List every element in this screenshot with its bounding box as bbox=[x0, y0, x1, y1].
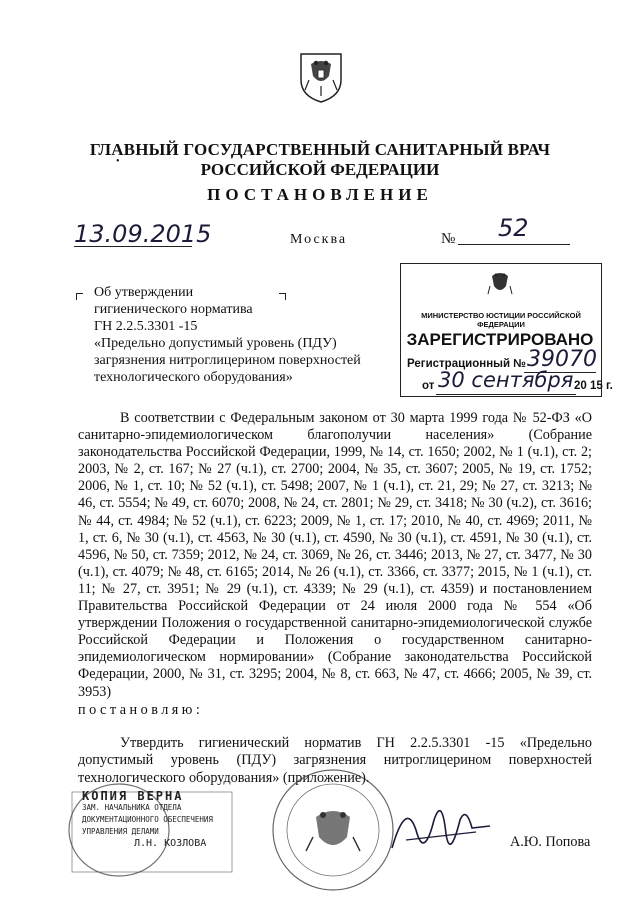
subject-line: Об утверждении bbox=[94, 285, 194, 300]
copy-stamp-line: УПРАВЛЕНИЯ ДЕЛАМИ bbox=[82, 827, 159, 836]
official-seal bbox=[268, 765, 398, 895]
stamp-ministry: МИНИСТЕРСТВО ЮСТИЦИИ РОССИЙСКОЙ ФЕДЕРАЦИИ bbox=[421, 311, 581, 329]
issuer-title: ГЛАВНЫЙ ГОСУДАРСТВЕННЫЙ САНИТАРНЫЙ ВРАЧ bbox=[89, 140, 551, 159]
subject-line: загрязнения нитроглицерином поверхностей bbox=[94, 353, 361, 368]
handwritten-signature bbox=[386, 790, 496, 870]
preamble-text: В соответствии с Федеральным законом от 30 марта 1999 года № 52-ФЗ «О санитарно-эпидемиологическом благополучии населения» (Собрание законодательства Российской Федерации, 1999, № 14, ст. 1650; 2002, № 1 (ч.1), ст. 2; 2003, № 2, ст. 167; № 27 (ч.1), ст. 2700; 2004, № 35, ст. 3607; 2005, № 19, ст. 1752; 2006, № 1, ст. 10; № 52 (ч.1), ст. 5498; 2007, № 1 (ч.1), ст. 21, 29; № 27, ст. 3213; № 46, ст. 5554; № 49, ст. 6070; 2008, № 24, ст. 2801; № 29, ст. 3418; № 30 (ч.2), ст. 3616; № 44, ст. 4984; № 52 (ч.1), ст. 6223; 2009, № 1, ст. 17; 2010, № 40, ст. 4969; 2011, № 1, ст. 6, № 30 (ч.1), ст. 4563, № 30 (ч.1), ст. 4590, № 30 (ч.1), ст. 4591, № 30 (ч.1), ст. 4596, № 50, ст. 7359; 2012, № 24, ст. 3069, № 26, ст. 3446; 2013, № 27, ст. 3477, № 30 (ч.1), ст. 4079; № 48, ст. 6165; 2014, № 26 (ч.1), ст. 3366, ст. 3377; 2015, № 1 (ч.1), ст. 11; № 27, ст. 3951; № 29 (ч.1), ст. 4339; № 29 (ч.1), ст. 4359) и постановлением Правительства Российской Федерации от 24 июля 2000 года № 554 «Об утверждении Положения о государственной санитарно-эпидемиологической службе Российской Федерации и Положения о государственном санитарно-эпидемиологическом нормировании» (Собрание законодательства Российской Федерации, 2000, № 31, ст. 3295; 2004, № 8, ст. 663, № 47, ст. 4666; 2005, № 39, ст. 3953) bbox=[78, 410, 592, 700]
document-number: 52 bbox=[498, 214, 529, 242]
stamp-number-label: Регистрационный № bbox=[407, 358, 527, 370]
date-underline bbox=[74, 246, 192, 247]
copy-stamp-text bbox=[82, 790, 213, 850]
document-type: ПОСТАНОВЛЕНИЕ bbox=[207, 185, 433, 204]
copy-stamp-line: КОПИЯ ВЕРНА bbox=[82, 789, 184, 803]
copy-stamp-line: Л.Н. КОЗЛОВА bbox=[134, 838, 207, 849]
stamp-registered: ЗАРЕГИСТРИРОВАНО bbox=[406, 330, 594, 349]
subject-line: «Предельно допустимый уровень (ПДУ) bbox=[94, 336, 337, 351]
stamp-date-value: 30 сентября bbox=[438, 368, 574, 392]
signatory-name: А.Ю. Попова bbox=[510, 834, 591, 850]
copy-stamp-line: ДОКУМЕНТАЦИОННОГО ОБЕСПЕЧЕНИЯ bbox=[82, 815, 213, 824]
copy-stamp-line: ЗАМ. НАЧАЛЬНИКА ОТДЕЛА bbox=[82, 803, 182, 812]
resolution-text: Утвердить гигиенический норматив ГН 2.2.5.3301 -15 «Предельно допустимый уровень (ПДУ) загрязнения нитроглицерином поверхностей технологического оборудования» (приложение). bbox=[78, 735, 592, 786]
preamble-paragraph bbox=[78, 410, 592, 701]
bullet-mark: • bbox=[116, 156, 120, 167]
document-date: 13.09.2015 bbox=[74, 220, 212, 248]
subject-line: технологического оборудования» bbox=[94, 370, 293, 385]
eagle-emblem-icon bbox=[486, 268, 514, 298]
issuer-country: РОССИЙСКОЙ ФЕДЕРАЦИИ bbox=[200, 160, 440, 179]
resolve-word: постановляю: bbox=[78, 702, 204, 718]
city: Москва bbox=[290, 232, 348, 247]
stamp-number-value: 39070 bbox=[527, 347, 597, 372]
subject-block bbox=[94, 284, 394, 386]
stamp-year: 20 15 г. bbox=[574, 380, 613, 392]
number-label: № bbox=[441, 231, 456, 247]
subject-corner-left bbox=[76, 293, 83, 300]
subject-line: гигиенического норматива bbox=[94, 302, 253, 317]
stamp-date-underline bbox=[436, 394, 576, 395]
coat-of-arms-icon bbox=[297, 50, 345, 104]
number-underline bbox=[458, 244, 570, 245]
subject-line: ГН 2.2.5.3301 -15 bbox=[94, 319, 198, 334]
stamp-date-label: от bbox=[422, 380, 435, 392]
